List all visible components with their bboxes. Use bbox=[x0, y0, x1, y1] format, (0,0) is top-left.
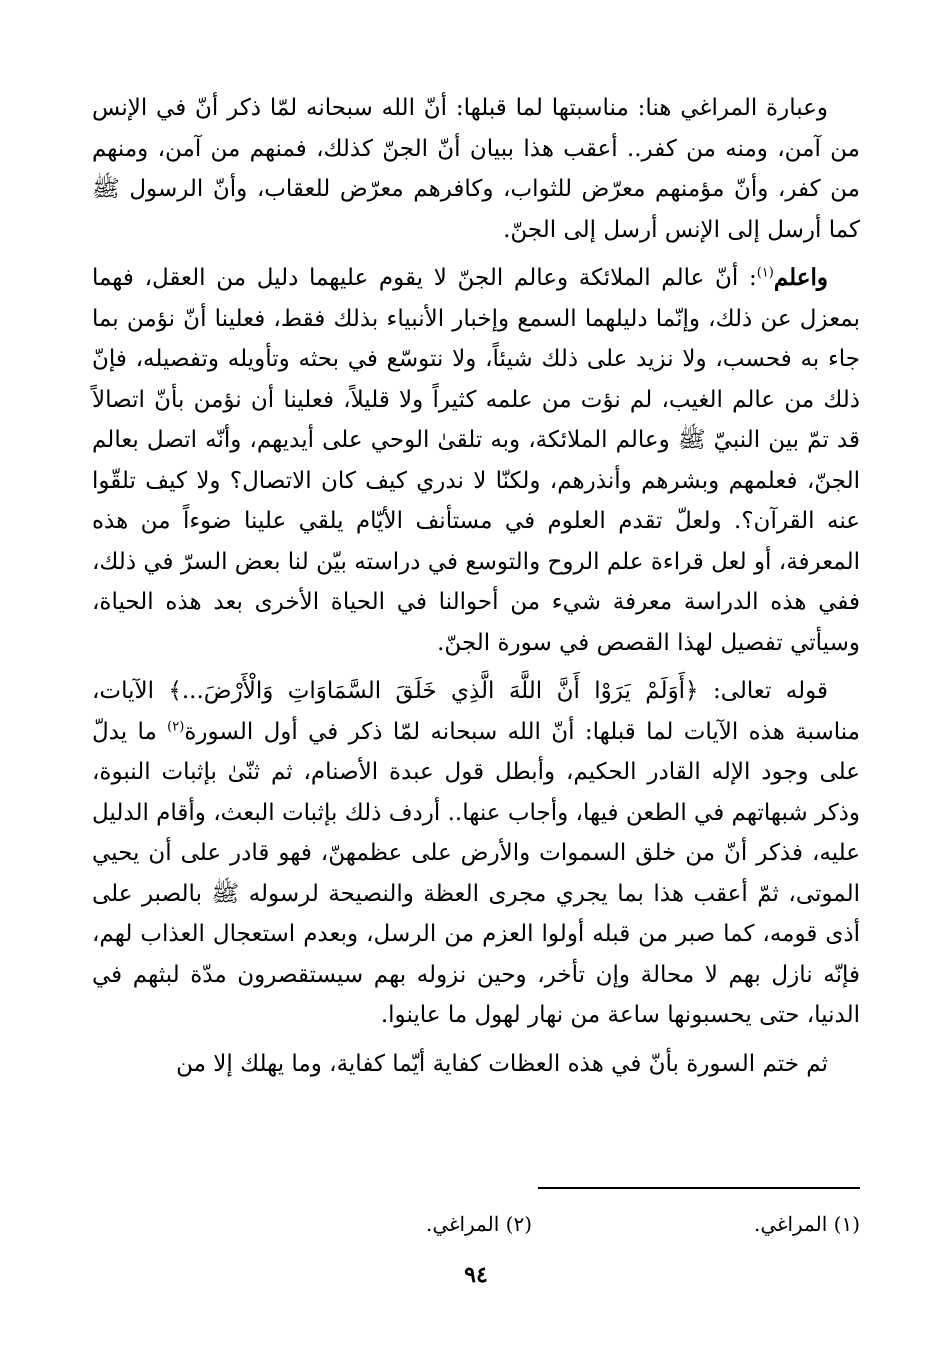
paragraph-2 bbox=[92, 258, 860, 663]
paragraph-2-lead: واعلم bbox=[773, 264, 828, 291]
paragraph-3-text: قوله تعالى: ﴿أَوَلَمْ يَرَوْا أَنَّ اللَّهَ الَّذِي خَلَقَ السَّمَاوَاتِ وَالْأَرْضَ...﴾ الآيات، مناسبة هذه الآيات لما قبلها: أنّ الله سبحانه لمّا ذكر في أول السورة bbox=[92, 678, 861, 745]
footnote-ref-1: (١) bbox=[756, 265, 774, 281]
footnote-2-number: (٢) bbox=[505, 1212, 532, 1236]
paragraph-4-text: ثم ختم السورة بأنّ في هذه العظات كفاية أيّما كفاية، وما يهلك إلا من bbox=[176, 1050, 828, 1077]
paragraph-4 bbox=[92, 1044, 860, 1085]
footnote-1-text: المراغي. bbox=[753, 1212, 828, 1236]
footnote-divider bbox=[538, 1187, 860, 1189]
footnote-ref-2: (٢) bbox=[167, 718, 185, 734]
paragraph-2-text: : أنّ عالم الملائكة وعالم الجنّ لا يقوم عليهما دليل من العقل، فهما بمعزل عن ذلك، وإنّما دليلهما السمع وإخبار الأنبياء بذلك فقط، فعلينا أنّ نؤمن بما جاء به فحسب، ولا نزيد على ذلك شيئاً، ولا نتوسّع في بحثه وتأويله وتفصيله، فإنّ ذلك من عالم الغيب، لم نؤت من علمه كثيراً ولا قليلاً، فعلينا أن نؤمن بأنّ اتصالاً قد تمّ بين النبيّ ﷺ وعالم الملائكة، وبه تلقىٰ الوحي على أيديهم، وأنّه اتصل بعالم الجنّ، فعلمهم وبشرهم وأنذرهم، ولكنّا لا ندري كيف كان الاتصال؟ ولا كيف تلقّوا عنه القرآن؟. ولعلّ تقدم العلوم في مستأنف الأيّام يلقي علينا ضوءاً من هذه المعرفة، أو لعل قراءة علم الروح والتوسع في دراسته بيّن لنا بعض السرّ في ذلك، ففي هذه الدراسة معرفة شيء من أحوالنا في الحياة الأخرى بعد هذه الحياة، وسيأتي تفصيل لهذا القصص في سورة الجنّ. bbox=[92, 265, 860, 656]
paragraph-3 bbox=[92, 671, 860, 1036]
footnote-1-number: (١) bbox=[833, 1212, 860, 1236]
footnote-2-text: المراغي. bbox=[425, 1212, 500, 1236]
footnote-1 bbox=[754, 1210, 860, 1238]
paragraph-3-rest: ما يدلّ على وجود الإله القادر الحكيم، وأبطل قول عبدة الأصنام، ثم ثنّىٰ بإثبات النبوة، وذكر شبهاتهم في الطعن فيها، وأجاب عنها.. أردف ذلك بإثبات البعث، وأقام الدليل عليه، فذكر أنّ من خلق السموات والأرض على عظمهنّ، فهو قادر على أن يحيي الموتى، ثمّ أعقب هذا بما يجري مجرى العظة والنصيحة لرسوله ﷺ بالصبر على أذى قومه، كما صبر من قبله أولوا العزم من الرسل، وبعدم استعجال العذاب لهم، فإنّه نازل بهم لا محالة وإن تأخر، وحين نزوله بهم سيستقصرون مدّة لبثهم في الدنيا، حتى يحسبونها ساعة من نهار لهول ما عاينوا. bbox=[92, 718, 860, 1028]
page-number: ٩٤ bbox=[464, 1262, 488, 1288]
paragraph-1-text: وعبارة المراغي هنا: مناسبتها لما قبلها: أنّ الله سبحانه لمّا ذكر أنّ في الإنس من آمن، ومنه من كفر.. أعقب هذا ببيان أنّ الجنّ كذلك، فمنهم من آمن، ومنهم من كفر، وأنّ مؤمنهم معرّض للثواب، وكافرهم معرّض للعقاب، وأنّ الرسول ﷺ كما أرسل إلى الإنس أرسل إلى الجنّ. bbox=[92, 95, 860, 243]
paragraph-1 bbox=[92, 88, 860, 250]
footnote-2 bbox=[426, 1210, 532, 1238]
